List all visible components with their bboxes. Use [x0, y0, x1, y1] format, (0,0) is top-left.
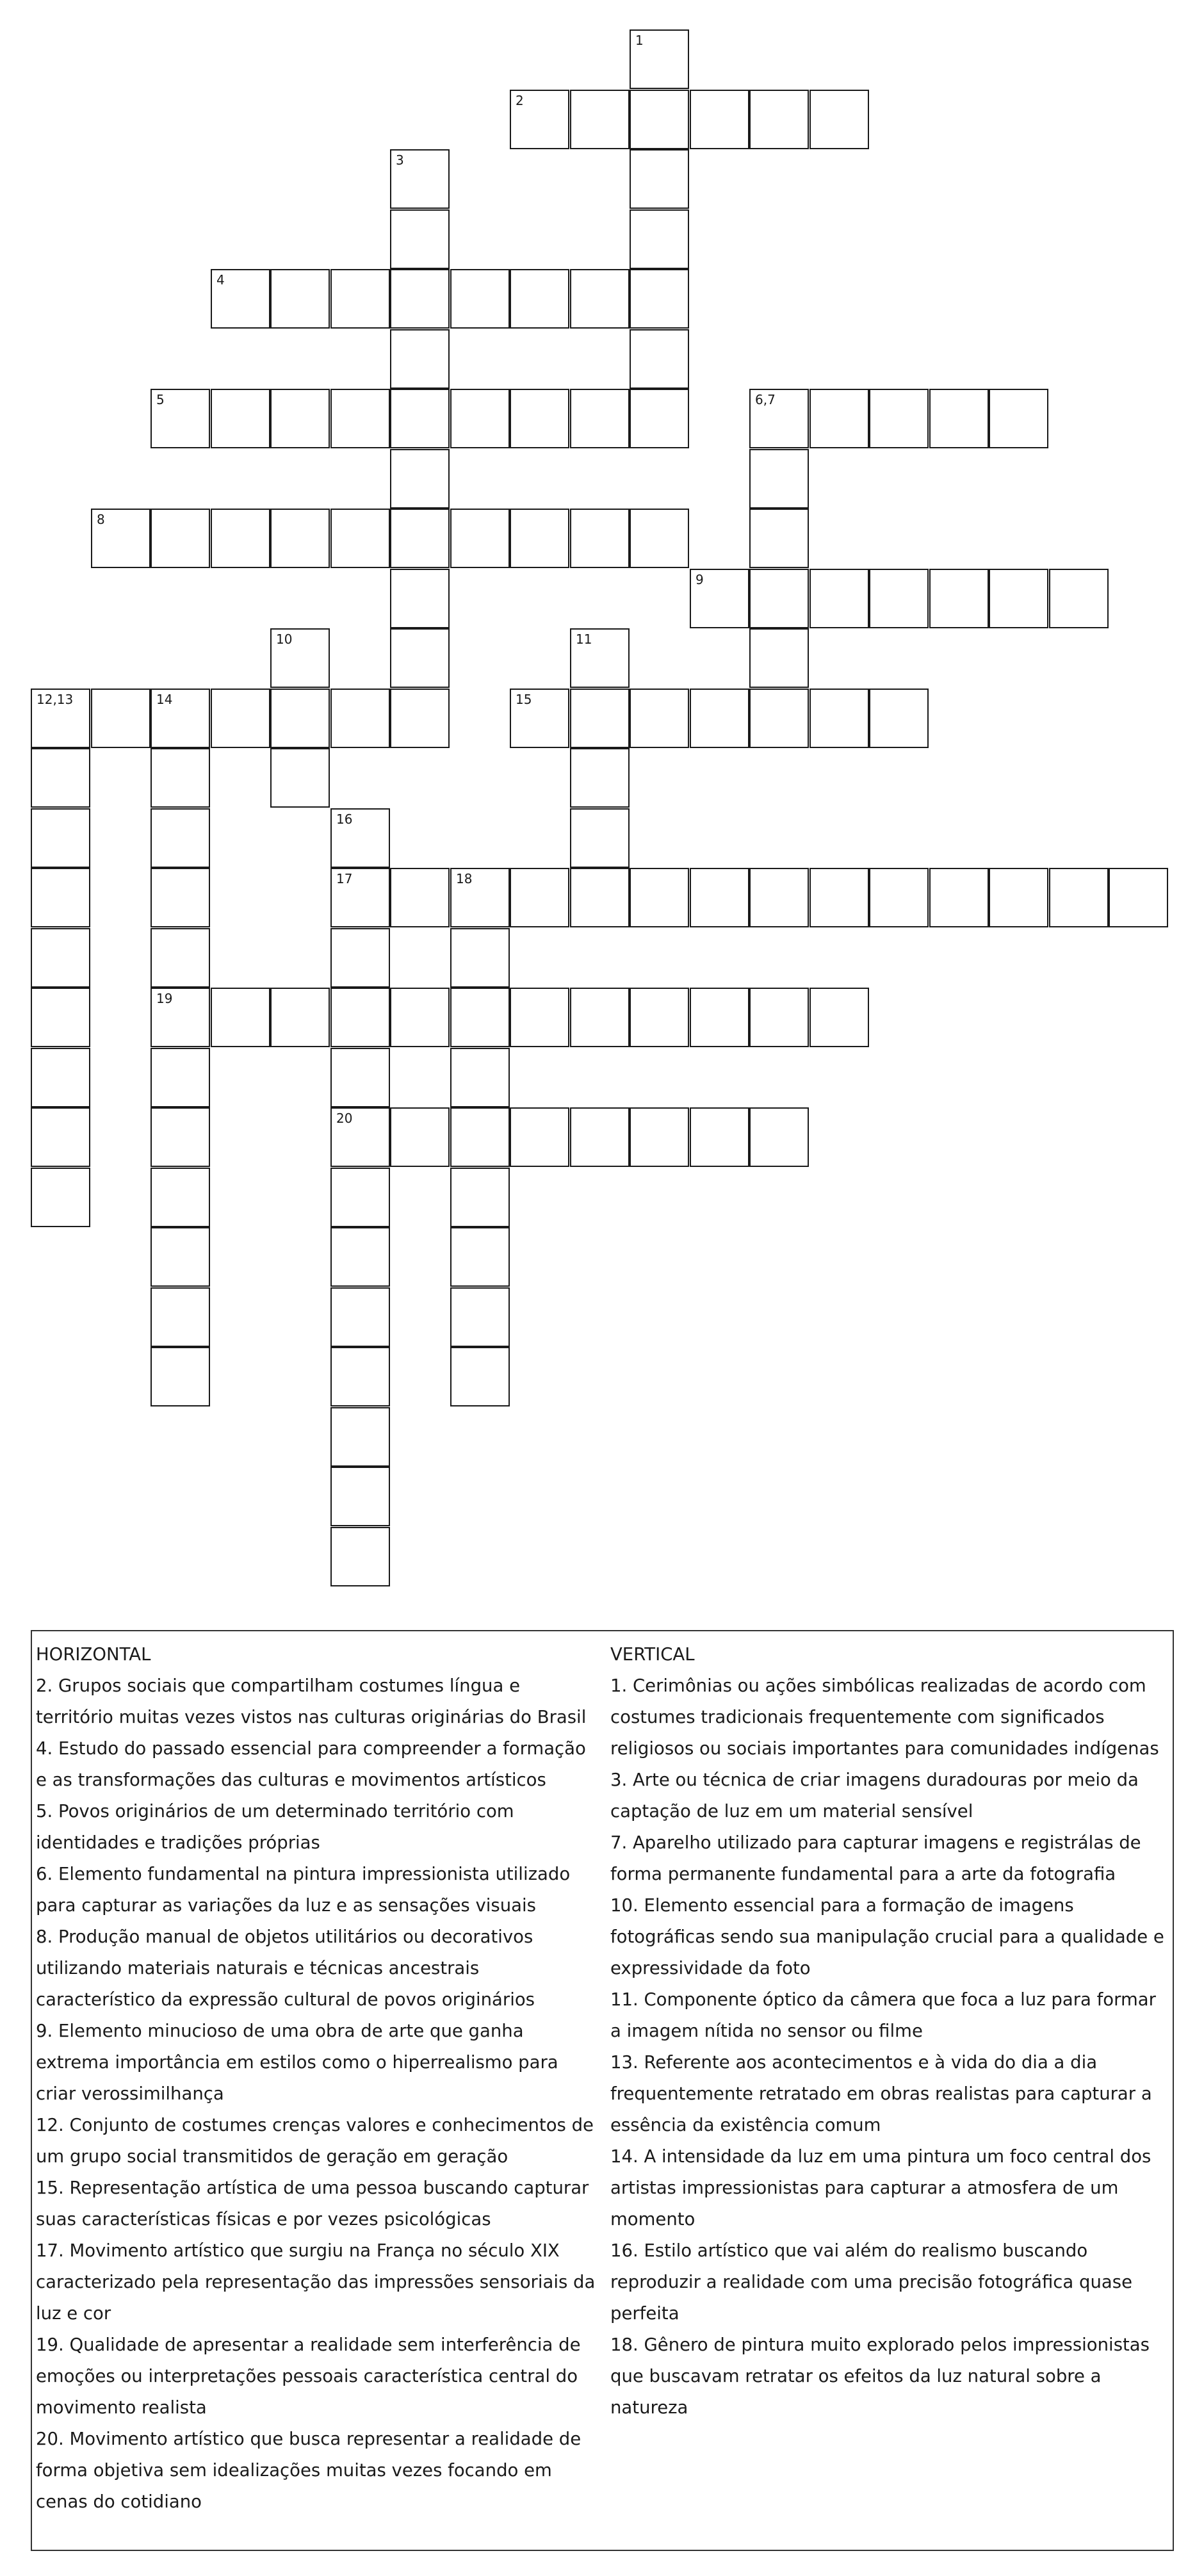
grid-cell[interactable] — [150, 1287, 210, 1347]
grid-cell[interactable] — [450, 928, 510, 988]
grid-cell[interactable] — [330, 1287, 390, 1347]
grid-cell[interactable] — [330, 1467, 390, 1526]
grid-cell[interactable] — [749, 509, 809, 568]
grid-cell[interactable] — [570, 389, 630, 448]
grid-cell[interactable] — [1049, 569, 1109, 628]
grid-cell[interactable] — [330, 1527, 390, 1586]
across-clues — [36, 1639, 599, 2518]
grid-cell[interactable] — [630, 689, 689, 748]
grid-cell[interactable] — [630, 1107, 689, 1167]
grid-cell[interactable] — [450, 269, 510, 329]
down-clue-7: 7. Aparelho utilizado para capturar imagens e registrálas de forma permanente fundamental para a arte da fotografia — [610, 1832, 1141, 1884]
grid-cell[interactable] — [869, 868, 929, 927]
grid-cell[interactable] — [869, 389, 929, 448]
grid-cell[interactable] — [510, 509, 569, 568]
grid-cell[interactable] — [150, 808, 210, 868]
grid-cell[interactable] — [390, 269, 450, 329]
grid-cell[interactable] — [749, 689, 809, 748]
grid-cell[interactable] — [929, 569, 989, 628]
clue-number: 6,7 — [755, 392, 776, 407]
grid-cell[interactable] — [330, 1048, 390, 1107]
across-clue-5: 5. Povos originários de um determinado território com identidades e tradições próprias — [36, 1801, 514, 1853]
grid-cell[interactable] — [510, 1107, 569, 1167]
grid-cell[interactable] — [630, 90, 689, 149]
grid-cell[interactable] — [630, 509, 689, 568]
grid-cell[interactable] — [1109, 868, 1168, 927]
grid-cell-15[interactable] — [510, 689, 569, 748]
grid-cell[interactable] — [330, 389, 390, 448]
grid-cell[interactable] — [330, 1227, 390, 1287]
grid-cell-16[interactable] — [330, 808, 390, 868]
clue-number: 20 — [336, 1111, 353, 1126]
grid-cell[interactable] — [450, 1107, 510, 1167]
grid-cell[interactable] — [809, 389, 869, 448]
grid-cell[interactable] — [690, 868, 749, 927]
clue-number: 1 — [635, 33, 644, 48]
grid-cell[interactable] — [330, 1407, 390, 1467]
grid-cell[interactable] — [390, 509, 450, 568]
grid-cell-4[interactable] — [211, 269, 270, 329]
grid-cell-1[interactable] — [630, 29, 689, 89]
clue-number: 17 — [336, 871, 353, 886]
grid-cell-2[interactable] — [510, 90, 569, 149]
clue-number: 16 — [336, 811, 353, 827]
grid-cell[interactable] — [570, 808, 630, 868]
grid-cell-5[interactable] — [150, 389, 210, 448]
grid-cell[interactable] — [330, 928, 390, 988]
grid-cell[interactable] — [270, 389, 330, 448]
down-clue-1: 1. Cerimônias ou ações simbólicas realizadas de acordo com costumes tradicionais frequentemente com significados religiosos ou sociais importantes para comunidades indígenas — [610, 1675, 1159, 1759]
grid-cell[interactable] — [450, 988, 510, 1047]
grid-cell[interactable] — [31, 1168, 90, 1227]
grid-cell-18[interactable] — [450, 868, 510, 927]
across-clue-4: 4. Estudo do passado essencial para compreender a formação e as transformações das culturas e movimentos artísticos — [36, 1738, 586, 1790]
grid-cell[interactable] — [749, 449, 809, 509]
clue-number: 9 — [696, 572, 704, 587]
grid-cell[interactable] — [150, 1347, 210, 1406]
down-clue-10: 10. Elemento essencial para a formação de imagens fotográficas sendo sua manipulação crucial para a qualidade e expressividade da foto — [610, 1895, 1164, 1978]
grid-cell[interactable] — [570, 90, 630, 149]
clue-number: 11 — [576, 632, 592, 647]
grid-cell[interactable] — [690, 988, 749, 1047]
clue-number: 10 — [276, 632, 293, 647]
grid-cell[interactable] — [570, 509, 630, 568]
grid-cell[interactable] — [510, 269, 569, 329]
grid-cell[interactable] — [749, 868, 809, 927]
grid-cell[interactable] — [390, 329, 450, 389]
grid-cell[interactable] — [450, 1168, 510, 1227]
grid-cell-3[interactable] — [390, 149, 450, 209]
grid-cell[interactable] — [690, 689, 749, 748]
grid-cell[interactable] — [570, 988, 630, 1047]
grid-cell[interactable] — [211, 988, 270, 1047]
down-clue-13: 13. Referente aos acontecimentos e à vida do dia a dia frequentemente retratado em obras realistas para capturar a essência da existência comum — [610, 2052, 1152, 2135]
down-clue-14: 14. A intensidade da luz em uma pintura um foco central dos artistas impressionistas para capturar a atmosfera de um momento — [610, 2146, 1151, 2230]
down-clue-18: 18. Gênero de pintura muito explorado pelos impressionistas que buscavam retratar os efeitos da luz natural sobre a natureza — [610, 2335, 1150, 2418]
grid-cell[interactable] — [450, 1287, 510, 1347]
grid-cell-9[interactable] — [690, 569, 749, 628]
down-clue-11: 11. Componente óptico da câmera que foca a luz para formar a imagem nítida no sensor ou filme — [610, 1989, 1156, 2041]
grid-cell[interactable] — [31, 748, 90, 808]
across-clue-20: 20. Movimento artístico que busca representar a realidade de forma objetiva sem idealizações muitas vezes focando em cenas do cotidiano — [36, 2429, 582, 2512]
clue-number: 18 — [456, 871, 473, 886]
clue-number: 12,13 — [37, 692, 74, 707]
grid-cell[interactable] — [869, 569, 929, 628]
clue-number: 3 — [396, 152, 404, 168]
grid-cell[interactable] — [91, 689, 150, 748]
clue-number: 5 — [156, 392, 165, 407]
across-clue-6: 6. Elemento fundamental na pintura impressionista utilizado para capturar as variações da luz e as sensações visuais — [36, 1864, 571, 1916]
across-clue-9: 9. Elemento minucioso de uma obra de arte que ganha extrema importância em estilos como o hiperrealismo para criar verossimilhança — [36, 2021, 558, 2104]
grid-cell-20[interactable] — [330, 1107, 390, 1167]
grid-cell[interactable] — [270, 269, 330, 329]
grid-cell[interactable] — [450, 509, 510, 568]
grid-cell[interactable] — [270, 689, 330, 748]
grid-cell[interactable] — [630, 269, 689, 329]
clue-number: 8 — [97, 512, 105, 527]
grid-cell[interactable] — [330, 1347, 390, 1406]
grid-cell[interactable] — [510, 868, 569, 927]
grid-cell[interactable] — [450, 1347, 510, 1406]
grid-cell[interactable] — [690, 90, 749, 149]
grid-cell[interactable] — [989, 389, 1048, 448]
grid-cell[interactable] — [270, 509, 330, 568]
grid-cell[interactable] — [150, 1107, 210, 1167]
grid-cell[interactable] — [330, 689, 390, 748]
grid-cell[interactable] — [31, 988, 90, 1047]
grid-cell[interactable] — [989, 569, 1048, 628]
grid-cell[interactable] — [630, 389, 689, 448]
across-clue-15: 15. Representação artística de uma pessoa buscando capturar suas características físicas e por vezes psicológicas — [36, 2178, 589, 2230]
clue-number: 2 — [516, 93, 524, 108]
grid-cell[interactable] — [31, 1107, 90, 1167]
grid-cell[interactable] — [150, 1168, 210, 1227]
grid-cell[interactable] — [989, 868, 1048, 927]
grid-cell[interactable] — [809, 90, 869, 149]
clue-number: 19 — [156, 991, 173, 1006]
down-clues — [610, 1639, 1167, 2424]
grid-cell-12-13[interactable] — [31, 689, 90, 748]
across-clue-12: 12. Conjunto de costumes crenças valores e conhecimentos de um grupo social transmitidos de geração em geração — [36, 2115, 594, 2167]
grid-cell[interactable] — [510, 389, 569, 448]
across-clue-19: 19. Qualidade de apresentar a realidade sem interferência de emoções ou interpretações pessoais característica central do movimento realista — [36, 2335, 581, 2418]
clue-number: 4 — [216, 272, 225, 288]
grid-cell[interactable] — [869, 689, 929, 748]
grid-cell[interactable] — [150, 928, 210, 988]
across-title: HORIZONTAL — [36, 1644, 151, 1665]
grid-cell[interactable] — [390, 988, 450, 1047]
grid-cell[interactable] — [390, 868, 450, 927]
grid-cell[interactable] — [570, 689, 630, 748]
grid-cell[interactable] — [630, 988, 689, 1047]
grid-cell[interactable] — [330, 509, 390, 568]
grid-cell[interactable] — [630, 209, 689, 269]
across-clue-8: 8. Produção manual de objetos utilitários ou decorativos utilizando materiais naturais e técnicas ancestrais característico da expressão cultural de povos originários — [36, 1927, 535, 2010]
grid-cell[interactable] — [749, 569, 809, 628]
grid-cell-14[interactable] — [150, 689, 210, 748]
grid-cell[interactable] — [390, 628, 450, 688]
grid-cell[interactable] — [809, 689, 869, 748]
clues-panel — [31, 1630, 1174, 2551]
clue-number: 15 — [516, 692, 532, 707]
grid-cell[interactable] — [330, 988, 390, 1047]
grid-cell[interactable] — [450, 389, 510, 448]
grid-cell[interactable] — [749, 628, 809, 688]
grid-cell[interactable] — [150, 1227, 210, 1287]
grid-cell[interactable] — [330, 1168, 390, 1227]
grid-cell[interactable] — [809, 569, 869, 628]
grid-cell[interactable] — [390, 569, 450, 628]
grid-cell[interactable] — [630, 149, 689, 209]
grid-cell[interactable] — [270, 748, 330, 808]
grid-cell[interactable] — [390, 449, 450, 509]
grid-cell[interactable] — [390, 209, 450, 269]
across-clue-2: 2. Grupos sociais que compartilham costumes língua e território muitas vezes vistos nas culturas originárias do Brasil — [36, 1675, 587, 1727]
grid-cell[interactable] — [390, 1107, 450, 1167]
grid-cell[interactable] — [570, 748, 630, 808]
grid-cell[interactable] — [211, 389, 270, 448]
grid-cell-10[interactable] — [270, 628, 330, 688]
grid-cell[interactable] — [929, 389, 989, 448]
grid-cell[interactable] — [809, 988, 869, 1047]
grid-cell[interactable] — [570, 269, 630, 329]
grid-cell[interactable] — [150, 748, 210, 808]
grid-cell[interactable] — [570, 1107, 630, 1167]
grid-cell[interactable] — [749, 1107, 809, 1167]
grid-cell[interactable] — [630, 868, 689, 927]
grid-cell[interactable] — [749, 90, 809, 149]
grid-cell[interactable] — [31, 928, 90, 988]
grid-cell-19[interactable] — [150, 988, 210, 1047]
grid-cell[interactable] — [690, 1107, 749, 1167]
down-clue-3: 3. Arte ou técnica de criar imagens duradouras por meio da captação de luz em um material sensível — [610, 1770, 1139, 1822]
grid-cell[interactable] — [150, 509, 210, 568]
grid-cell[interactable] — [31, 808, 90, 868]
down-clue-16: 16. Estilo artístico que vai além do realismo buscando reproduzir a realidade com uma precisão fotográfica quase perfeita — [610, 2240, 1132, 2324]
grid-cell[interactable] — [510, 988, 569, 1047]
grid-cell[interactable] — [630, 329, 689, 389]
grid-cell[interactable] — [150, 868, 210, 927]
grid-cell[interactable] — [31, 868, 90, 927]
grid-cell[interactable] — [270, 988, 330, 1047]
across-clue-17: 17. Movimento artístico que surgiu na França no século XIX caracterizado pela representação das impressões sensoriais da luz e cor — [36, 2240, 596, 2324]
grid-cell-6-7[interactable] — [749, 389, 809, 448]
grid-cell[interactable] — [570, 868, 630, 927]
grid-cell[interactable] — [31, 1048, 90, 1107]
grid-cell[interactable] — [390, 389, 450, 448]
grid-cell[interactable] — [450, 1227, 510, 1287]
clue-number: 14 — [156, 692, 173, 707]
grid-cell[interactable] — [1049, 868, 1109, 927]
grid-cell[interactable] — [929, 868, 989, 927]
grid-cell[interactable] — [390, 689, 450, 748]
grid-cell[interactable] — [150, 1048, 210, 1107]
grid-cell[interactable] — [749, 988, 809, 1047]
grid-cell[interactable] — [211, 509, 270, 568]
grid-cell-11[interactable] — [570, 628, 630, 688]
grid-cell[interactable] — [809, 868, 869, 927]
grid-cell[interactable] — [211, 689, 270, 748]
grid-cell-17[interactable] — [330, 868, 390, 927]
down-title: VERTICAL — [610, 1644, 695, 1665]
grid-cell-8[interactable] — [91, 509, 150, 568]
grid-cell[interactable] — [450, 1048, 510, 1107]
grid-cell[interactable] — [330, 269, 390, 329]
